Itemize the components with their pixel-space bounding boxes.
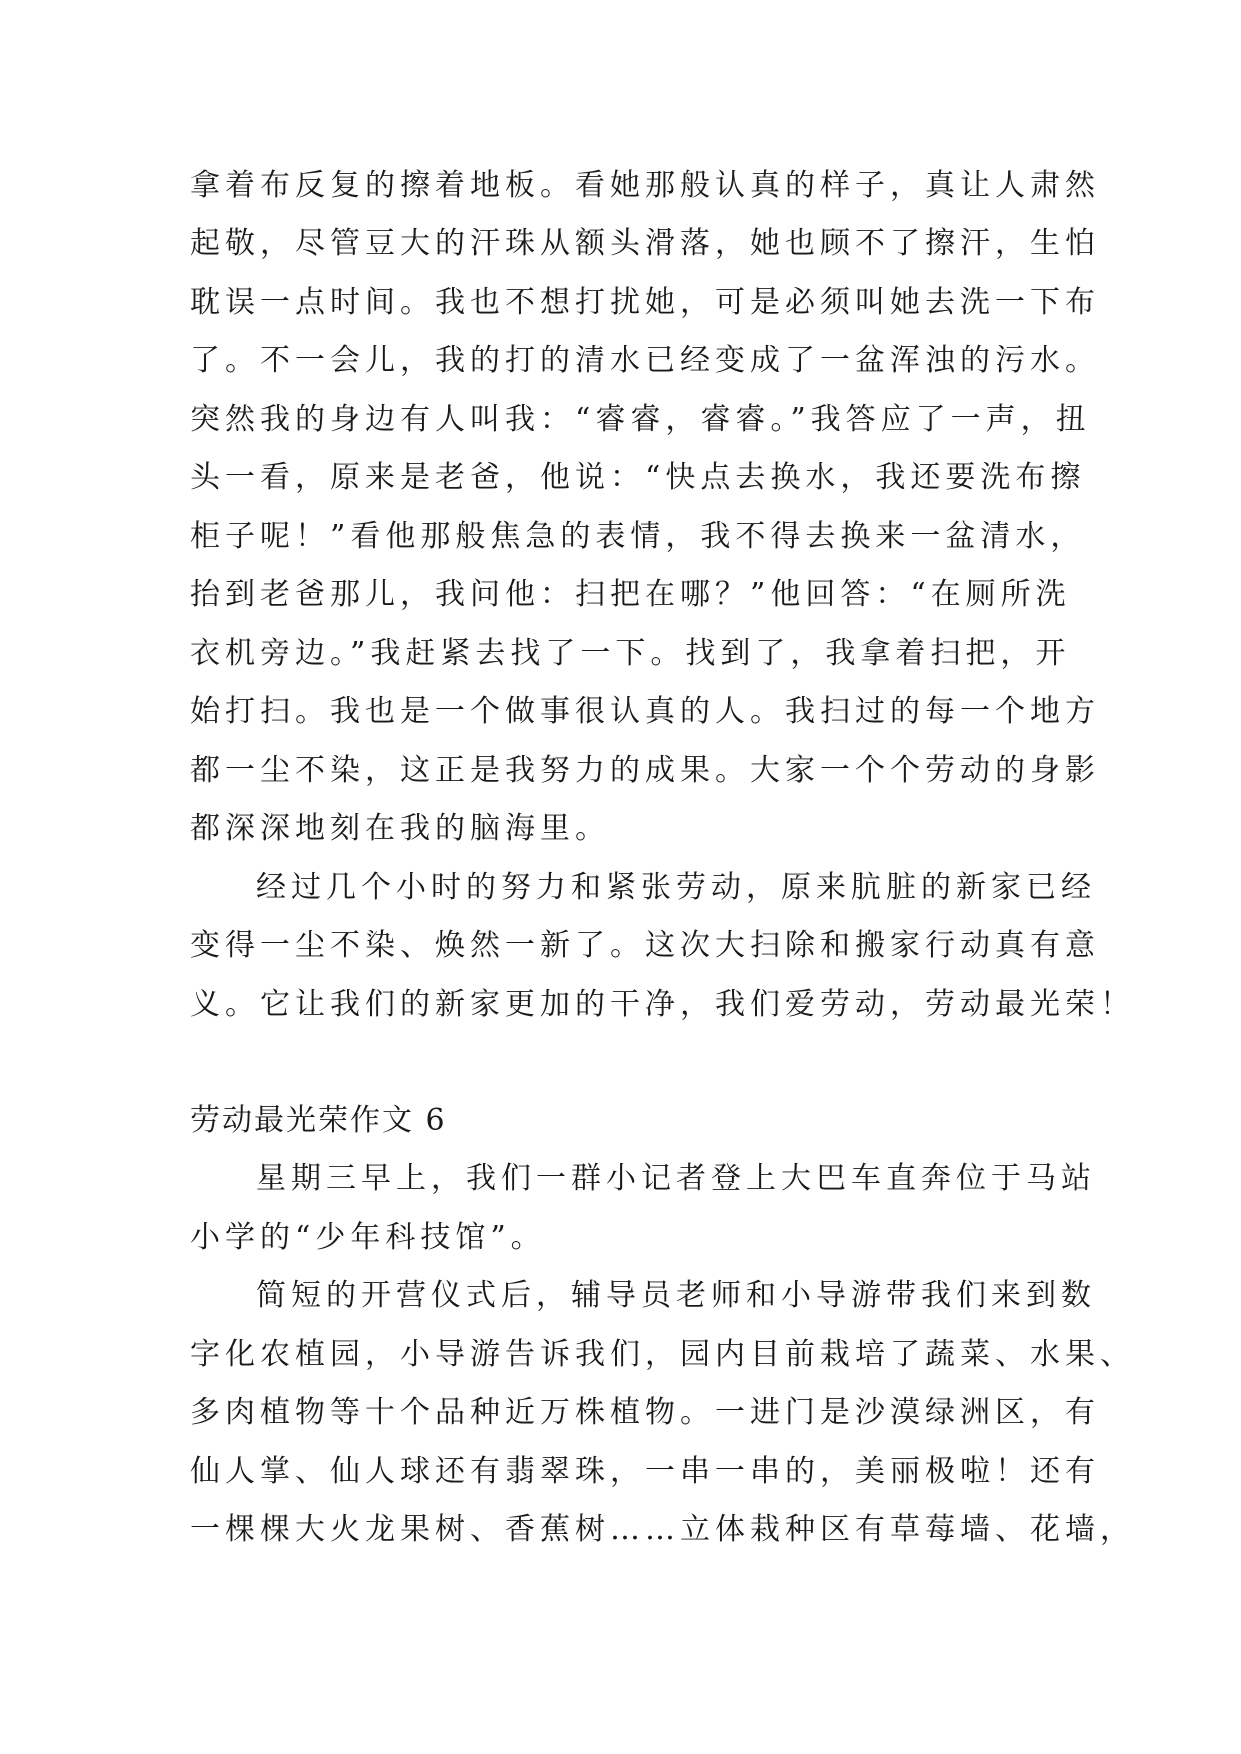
paragraph-line: 都深深地刻在我的脑海里。 bbox=[190, 811, 610, 846]
paragraph-line: 简短的开营仪式后，辅导员老师和小导游带我们来到数 bbox=[256, 1278, 1096, 1313]
paragraph-line: 一棵棵大火龙果树、香蕉树……立体栽种区有草莓墙、花墙， bbox=[190, 1512, 1135, 1547]
paragraph-line: 多肉植物等十个品种近万株植物。一进门是沙漠绿洲区，有 bbox=[190, 1395, 1100, 1430]
section-title: 劳动最光荣作文 6 bbox=[190, 1103, 447, 1138]
paragraph-line: 经过几个小时的努力和紧张劳动，原来肮脏的新家已经 bbox=[256, 870, 1096, 905]
paragraph-line: 突然我的身边有人叫我：“睿睿，睿睿。”我答应了一声，扭 bbox=[190, 402, 1091, 437]
paragraph-line: 始打扫。我也是一个做事很认真的人。我扫过的每一个地方 bbox=[190, 694, 1100, 729]
paragraph-line: 拿着布反复的擦着地板。看她那般认真的样子，真让人肃然 bbox=[190, 168, 1100, 203]
paragraph-line: 变得一尘不染、焕然一新了。这次大扫除和搬家行动真有意 bbox=[190, 928, 1100, 963]
paragraph-line: 义。它让我们的新家更加的干净，我们爱劳动，劳动最光荣！ bbox=[190, 987, 1135, 1022]
paragraph-line: 星期三早上，我们一群小记者登上大巴车直奔位于马站 bbox=[256, 1161, 1096, 1196]
paragraph-line: 抬到老爸那儿，我问他：扫把在哪？”他回答：“在厕所洗 bbox=[190, 577, 1071, 612]
paragraph-line: 柜子呢！”看他那般焦急的表情，我不得去换来一盆清水， bbox=[190, 519, 1086, 554]
paragraph-line: 字化农植园，小导游告诉我们，园内目前栽培了蔬菜、水果、 bbox=[190, 1337, 1135, 1372]
paragraph-line: 都一尘不染，这正是我努力的成果。大家一个个劳动的身影 bbox=[190, 753, 1100, 788]
paragraph-line: 了。不一会儿，我的打的清水已经变成了一盆浑浊的污水。 bbox=[190, 343, 1100, 378]
paragraph-line: 衣机旁边。”我赶紧去找了一下。找到了，我拿着扫把，开 bbox=[190, 636, 1071, 671]
paragraph-line: 头一看，原来是老爸，他说：“快点去换水，我还要洗布擦 bbox=[190, 460, 1086, 495]
paragraph-line: 起敬，尽管豆大的汗珠从额头滑落，她也顾不了擦汗，生怕 bbox=[190, 226, 1100, 261]
paragraph-line: 耽误一点时间。我也不想打扰她，可是必须叫她去洗一下布 bbox=[190, 285, 1100, 320]
paragraph-line: 仙人掌、仙人球还有翡翠珠，一串一串的，美丽极啦！还有 bbox=[190, 1454, 1100, 1489]
paragraph-line: 小学的“少年科技馆”。 bbox=[190, 1220, 546, 1255]
